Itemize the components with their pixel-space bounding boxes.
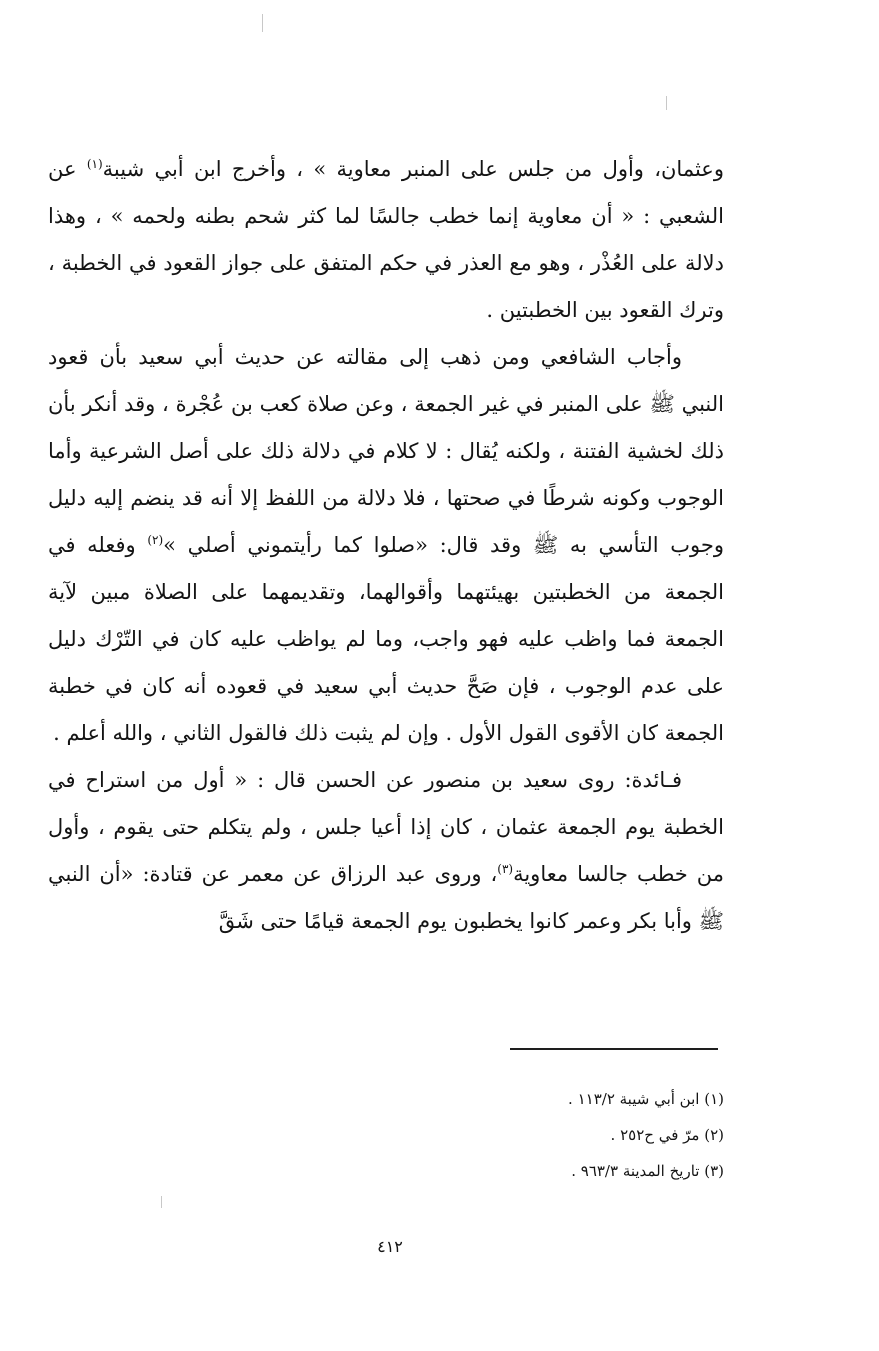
paragraph-3-text-after: ، وروى عبد الرزاق عن معمر عن قتادة: «أن النبي ﷺ وأبا بكر وعمر كانوا يخطبون يوم الجمعة قيامًا حتى شَقَّ bbox=[48, 862, 724, 933]
paragraph-1 bbox=[48, 146, 724, 334]
footnote-ref-3: (٣) bbox=[497, 862, 514, 876]
footnote-separator bbox=[510, 1048, 718, 1050]
footnote-ref-1: (١) bbox=[86, 157, 103, 171]
scan-speck bbox=[262, 14, 263, 32]
scan-speck bbox=[161, 1196, 162, 1208]
paragraph-1-text-before: وعثمان، وأول من جلس على المنبر معاوية » ، وأخرج ابن أبي شيبة bbox=[102, 157, 724, 181]
paragraph-2 bbox=[48, 334, 724, 757]
body-text bbox=[48, 146, 724, 945]
paragraph-3-text-before: فـائدة: روى سعيد بن منصور عن الحسن قال : « أول من استراح في الخطبة يوم الجمعة عثمان ، كان إذا أعيا جلس ، ولم يتكلم حتى يقوم ، وأول من خطب جالسا معاوية bbox=[48, 768, 724, 886]
paragraph-2-text-after: وفعله في الجمعة من الخطبتين بهيئتهما وأقوالهما، وتقديمهما على الصلاة مبين لآية الجمعة فما واظب عليه فهو واجب، وما لم يواظب عليه كان في التّرْك دليل على عدم الوجوب ، فإن صَحَّ حديث أبي سعيد في قعوده أنه كان في خطبة الجمعة كان الأقوى القول الأول . وإن لم يثبت ذلك فالقول الثاني ، والله أعلم . bbox=[48, 533, 724, 745]
paragraph-3 bbox=[48, 757, 724, 945]
page-number: ٤١٢ bbox=[377, 1237, 403, 1256]
paragraph-1-text-after: عن الشعبي : « أن معاوية إنما خطب جالسًا لما كثر شحم بطنه ولحمه » ، وهذا دلالة على العُذْر ، وهو مع العذر في حكم المتفق على جواز القعود في الخطبة ، وترك القعود بين الخطبتين . bbox=[48, 157, 724, 322]
footnote-1: (١) ابن أبي شيبة ١١٣/٢ . bbox=[568, 1090, 724, 1108]
footnote-3: (٣) تاريخ المدينة ٩٦٣/٣ . bbox=[571, 1162, 724, 1180]
footnotes bbox=[300, 1081, 724, 1189]
footnote-2: (٢) مرّ في ح٢٥٢ . bbox=[610, 1126, 724, 1144]
scan-speck bbox=[666, 96, 667, 110]
footnote-ref-2: (٢) bbox=[147, 533, 164, 547]
paragraph-2-text-before: وأجاب الشافعي ومن ذهب إلى مقالته عن حديث أبي سعيد بأن قعود النبي ﷺ على المنبر في غير الجمعة ، وعن صلاة كعب بن عُجْرة ، وقد أنكر بأن ذلك لخشية الفتنة ، ولكنه يُقال : لا كلام في دلالة ذلك على أصل الشرعية وأما الوجوب وكونه شرطًا في صحتها ، فلا دلالة من اللفظ إلا أنه قد ينضم إليه دليل وجوب التأسي به ﷺ وقد قال: «صلوا كما رأيتموني أصلي » bbox=[48, 345, 724, 557]
